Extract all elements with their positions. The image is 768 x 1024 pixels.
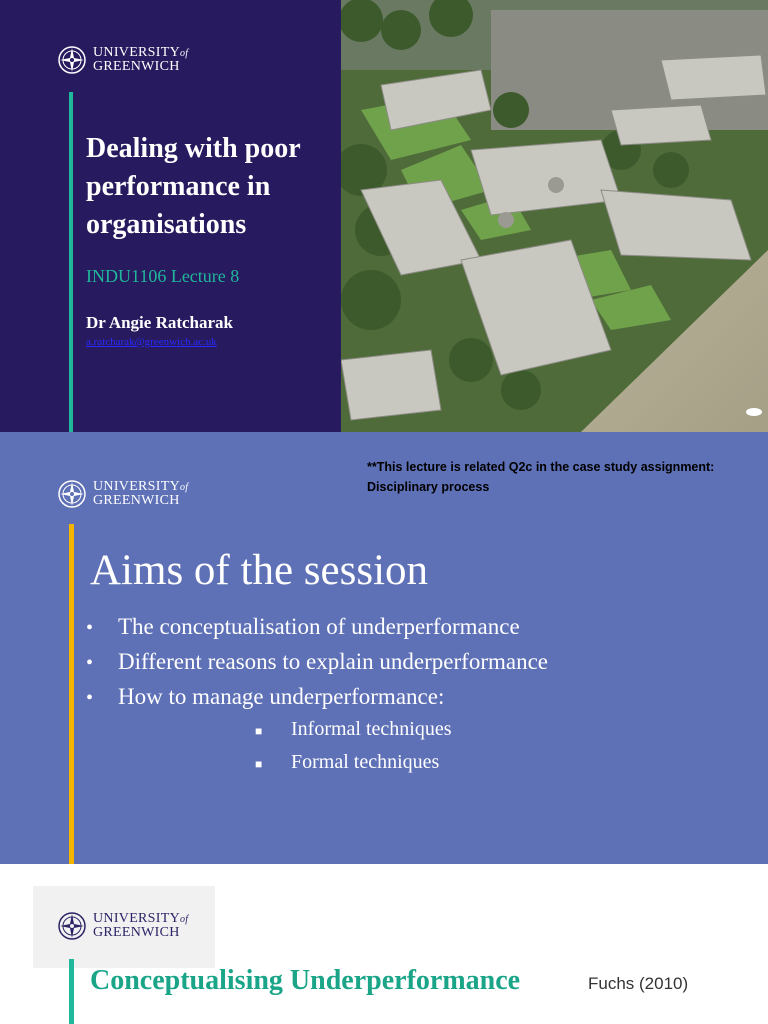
sub-list [255,718,452,784]
compass-rose-icon [57,911,87,941]
aims-list [86,614,548,719]
course-code: INDU1106 Lecture 8 [86,266,240,286]
assignment-note: **This lecture is related Q2c in the case study assignment: Disciplinary process [367,460,715,494]
university-logo [57,45,188,75]
list-item-text: Informal techniques [291,718,452,740]
square-bullet-icon: ■ [255,757,263,771]
logo-line2: GREENWICH [93,493,180,508]
accent-bar [69,92,73,432]
list-item [86,614,548,649]
logo-of: of [180,48,189,59]
list-item-text: Different reasons to explain underperformance [118,649,549,674]
university-logo [57,479,188,509]
bullet-icon: • [86,687,94,709]
slide-title: Conceptualising Underperformance [90,965,521,996]
citation: Fuchs (2010) [588,974,689,993]
bullet-icon: • [86,652,94,674]
concept-slide [0,864,768,1024]
list-item [86,649,548,684]
compass-rose-icon [57,45,87,75]
logo-line1: UNIVERSITY [93,479,180,494]
logo-of: of [180,482,189,493]
slide-title: Aims of the session [90,547,429,594]
logo-of: of [180,914,189,925]
author-email-link[interactable]: a.ratcharak@greenwich.ac.uk [86,336,217,348]
accent-bar [69,524,74,864]
title-slide [0,0,768,432]
list-item [86,684,548,719]
list-item-text: The conceptualisation of underperformance [118,614,520,639]
bullet-icon: • [86,617,94,639]
author-name: Dr Angie Ratcharak [86,313,234,332]
slide-title: Dealing with poor performance in organisations [86,133,301,240]
campus-aerial-photo [341,0,768,432]
logo-line1: UNIVERSITY [93,45,180,60]
list-item [255,751,452,784]
aims-slide [0,432,768,864]
logo-line1: UNIVERSITY [93,911,180,926]
square-bullet-icon: ■ [255,724,263,738]
accent-bar [69,959,74,1024]
list-item [255,718,452,751]
logo-line2: GREENWICH [93,59,180,74]
university-logo [57,911,188,941]
list-item-text: How to manage underperformance: [118,684,445,709]
list-item-text: Formal techniques [291,751,440,773]
logo-line2: GREENWICH [93,925,180,940]
compass-rose-icon [57,479,87,509]
